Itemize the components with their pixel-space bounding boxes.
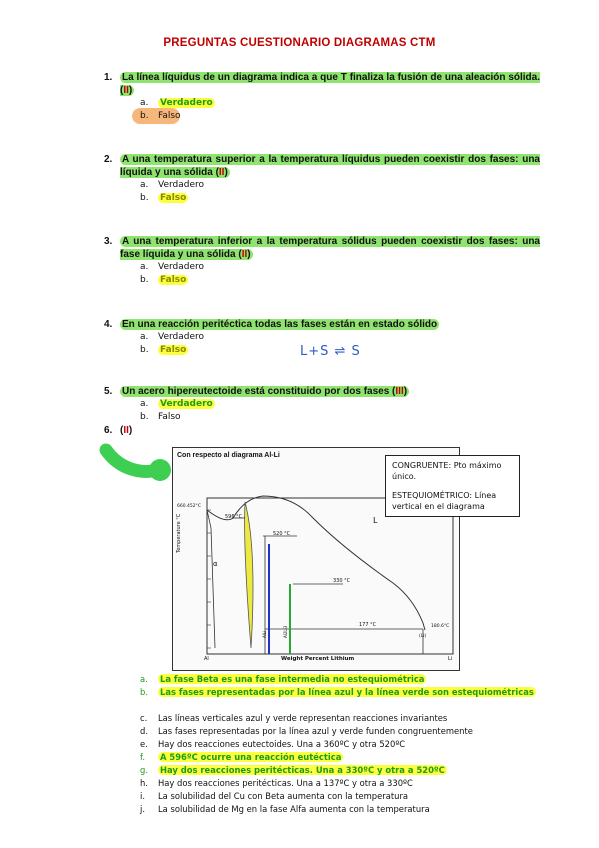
- option-label: Falso: [158, 111, 181, 121]
- callout-congruent: CONGRUENTE: Pto máximo único.: [392, 461, 502, 481]
- li-melting-label: 180.6°C: [431, 624, 450, 629]
- label-520: 520 °C: [273, 531, 291, 537]
- alpha-label: α: [213, 560, 218, 568]
- alli-label: AlLi: [262, 630, 267, 638]
- li-phase-label: (Li): [419, 634, 427, 639]
- handwritten-note: L+S ⇌ S: [300, 344, 361, 359]
- list-item-b[interactable]: b. Las fases representadas por la línea azul y la línea verde son estequiométricas: [140, 687, 534, 697]
- option-label: Verdadero: [160, 399, 213, 409]
- list-item-text: A 596ºC ocurre una reacción eutéctica: [160, 752, 342, 762]
- li-label: Li: [448, 656, 453, 662]
- question-text: La línea líquidus de un diagrama indica a que T finaliza la fusión de una aleación sólida. (II): [120, 72, 540, 96]
- question-text: En una reacción peritéctica todas las fases están en estado sólido: [122, 319, 438, 330]
- list-item-j[interactable]: j. La solubilidad de Mg en la fase Alfa aumenta con la temperatura: [140, 803, 540, 815]
- question-text: Un acero hipereutectoide está constituido por dos fases (III): [122, 386, 408, 397]
- option-label: Falso: [158, 412, 181, 422]
- y-axis-label: Temperature °C: [176, 513, 182, 553]
- page-title: PREGUNTAS CUESTIONARIO DIAGRAMAS CTM: [163, 37, 436, 49]
- list-item-c[interactable]: c. Las líneas verticales azul y verde representan reacciones invariantes: [140, 712, 540, 724]
- option-label: Verdadero: [158, 332, 205, 342]
- question-ref: II: [123, 425, 129, 436]
- question-number: 6.: [104, 425, 113, 436]
- list-item-a[interactable]: a. La fase Beta es una fase intermedia no estequiométrica: [140, 674, 425, 684]
- list-item-text: La fase Beta es una fase intermedia no estequiométrica: [160, 674, 425, 684]
- label-596: 596 °C: [225, 514, 243, 520]
- question-number: 1.: [104, 72, 113, 83]
- green-arrow-icon: [92, 440, 176, 490]
- question-text: A una temperatura superior a la temperatura líquidus pueden coexistir dos fases: una líquida y una sólida (II): [120, 154, 540, 178]
- list-item-text: Hay dos reacciones peritécticas. Una a 137ºC y otra a 330ºC: [158, 778, 413, 788]
- option-label: Falso: [160, 193, 187, 203]
- list-item-f[interactable]: f. A 596ºC ocurre una reacción eutéctica: [140, 752, 342, 762]
- liquid-label: L: [373, 516, 378, 525]
- diagram-title: Con respecto al diagrama Al-Li: [177, 452, 280, 459]
- label-330: 330 °C: [333, 578, 351, 584]
- list-item-g[interactable]: g. Hay dos reacciones peritécticas. Una a 330ºC y otra a 520ºC: [140, 765, 445, 775]
- question-number: 3.: [104, 236, 113, 247]
- question-number: 5.: [104, 386, 113, 397]
- melting-point-label: 660.452°C: [177, 504, 202, 509]
- option-label: Verdadero: [160, 98, 213, 108]
- list-item-h[interactable]: h. Hay dos reacciones peritécticas. Una a 137ºC y otra a 330ºC: [140, 777, 540, 789]
- callout-stoichiometric: ESTEQUIOMÉTRICO: Línea vertical en el diagrama: [392, 491, 497, 511]
- list-item-e[interactable]: e. Hay dos reacciones eutectoides. Una a 360ºC y otra 520ºC: [140, 738, 540, 750]
- list-item-text: Las fases representadas por la línea azul y verde funden congruentemente: [158, 726, 473, 736]
- list-item-text: La solubilidad de Mg en la fase Alfa aumenta con la temperatura: [158, 804, 430, 814]
- al-label: Al: [204, 656, 209, 662]
- label-177: 177 °C: [359, 622, 377, 628]
- callout-box: [385, 455, 520, 517]
- option-label: Falso: [160, 345, 187, 355]
- option-label: Verdadero: [158, 262, 205, 272]
- x-axis-label: Weight Percent Lithium: [281, 656, 355, 662]
- list-item-text: Hay dos reacciones eutectoides. Una a 360ºC y otra 520ºC: [158, 739, 406, 749]
- list-item-d[interactable]: d. Las fases representadas por la línea azul y verde funden congruentemente: [140, 725, 540, 737]
- list-item-i[interactable]: i. La solubilidad del Cu con Beta aumenta con la temperatura: [140, 790, 540, 802]
- question-number: 2.: [104, 154, 113, 165]
- option-label: Falso: [160, 275, 187, 285]
- list-item-text: Las líneas verticales azul y verde representan reacciones invariantes: [158, 713, 448, 723]
- list-item-text: La solubilidad del Cu con Beta aumenta con la temperatura: [158, 791, 409, 801]
- question-text: A una temperatura inferior a la temperatura sólidus pueden coexistir dos fases: una fase líquida y una sólida (II): [120, 236, 540, 260]
- question-number: 4.: [104, 319, 113, 330]
- al2li3-label: Al2Li3: [283, 625, 288, 638]
- list-item-text: Las fases representadas por la línea azul y la línea verde son estequiométricas: [160, 687, 534, 697]
- list-item-text: Hay dos reacciones peritécticas. Una a 330ºC y otra a 520ºC: [160, 765, 445, 775]
- option-label: Verdadero: [158, 180, 205, 190]
